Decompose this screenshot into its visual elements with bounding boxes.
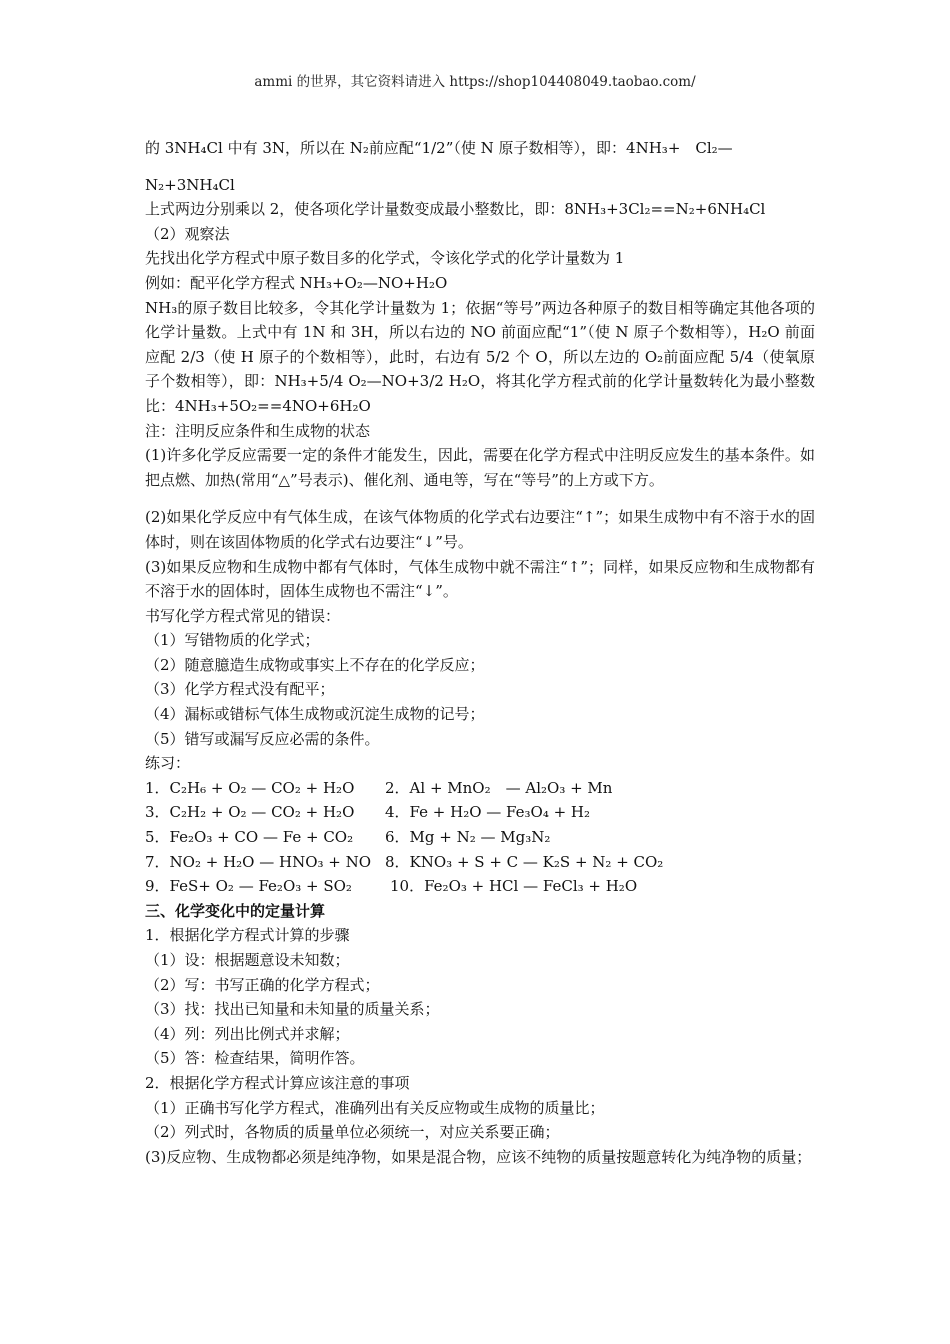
- subsection-heading: 1．根据化学方程式计算的步骤: [145, 926, 350, 945]
- exercise-item: 1．C₂H₆ + O₂ — CO₂ + H₂O: [145, 778, 355, 797]
- exercise-item: 6．Mg + N₂ — Mg₃N₂: [385, 828, 551, 847]
- explanation-paragraph: NH₃的原子数目比较多，令其化学计量数为 1；依据“等号”两边各种原子的数目相等确定其他各项的化学计量数。上式中有 1N 和 3H，所以右边的 NO 前面应配“1”（使 N 原子个数相等），H₂O 前面应配 2/3（使 H 原子的个数相等），此时，右边有 5/2 个 O，所以左边的 O₂前面应配 5/4（使氧原子个数相等），即：NH₃+5/4 O₂—NO+3/2 H₂O，将其化学方程式前的化学计量数转化为最小整数比：4NH₃+5O₂==4NO+6H₂O: [145, 298, 815, 415]
- step-item: （1）设：根据题意设未知数；: [145, 951, 350, 969]
- section-title: 三、化学变化中的定量计算: [145, 901, 326, 920]
- exercise-item: 7．NO₂ + H₂O — HNO₃ + NO: [145, 852, 372, 871]
- subsection-heading: 2．根据化学方程式计算应该注意的事项: [145, 1073, 410, 1092]
- exercise-item: 4．Fe + H₂O — Fe₃O₄ + H₂: [385, 803, 591, 822]
- step-item: （2）写：书写正确的化学方程式；: [145, 975, 380, 994]
- note-paragraph-1: (1)许多化学反应需要一定的条件才能发生，因此，需要在化学方程式中注明反应发生的基本条件。如把点燃、加热(常用“△”号表示)、催化剂、通电等，写在“等号”的上方或下方。: [145, 446, 815, 489]
- exercise-item: 9．FeS+ O₂ — Fe₂O₃ + SO₂: [145, 877, 352, 896]
- note-paragraph-2: (2)如果化学反应中有气体生成，在该气体物质的化学式右边要注“↑”；如果生成物中有不溶于水的固体时，则在该固体物质的化学式右边要注“↓”号。: [145, 508, 815, 551]
- exercise-item: 8．KNO₃ + S + C — K₂S + N₂ + CO₂: [385, 852, 664, 871]
- example-line: 例如：配平化学方程式 NH₃+O₂—NO+H₂O: [145, 273, 448, 292]
- text-line: 先找出化学方程式中原子数目多的化学式，令该化学式的化学计量数为 1: [145, 249, 625, 268]
- exercise-item: 2．Al + MnO₂ — Al₂O₃ + Mn: [385, 778, 613, 797]
- exercise-heading: 练习：: [145, 754, 191, 773]
- exercise-row: [145, 800, 815, 825]
- note-paragraph-3: (3)如果反应物和生成物中都有气体时，气体生成物中就不需注“↑”；同样，如果反应物和生成物都有不溶于水的固体时，固体生成物也不需注“↓”。: [145, 557, 815, 601]
- exercise-row: [145, 874, 815, 899]
- exercise-item: 10．Fe₂O₃ + HCl — FeCl₃ + H₂O: [390, 877, 638, 896]
- error-item: （1）写错物质的化学式；: [145, 631, 320, 650]
- errors-heading: 书写化学方程式常见的错误：: [145, 606, 341, 625]
- error-item: （4）漏标或错标气体生成物或沉淀生成物的记号；: [145, 705, 485, 724]
- note-heading: 注：注明反应条件和生成物的状态: [145, 421, 371, 440]
- notice-item: （1）正确书写化学方程式，准确列出有关反应物或生成物的质量比；: [145, 1098, 605, 1117]
- method-heading: （2）观察法: [145, 224, 230, 243]
- document-body: [145, 136, 815, 1169]
- page-header: ammi 的世界，其它资料请进入 https://shop104408049.taobao.com/: [254, 74, 696, 90]
- exercise-item: 3．C₂H₂ + O₂ — CO₂ + H₂O: [145, 803, 355, 822]
- exercise-row: [145, 825, 815, 850]
- error-item: （2）随意臆造生成物或事实上不存在的化学反应；: [145, 655, 485, 674]
- step-item: （4）列：列出比例式并求解；: [145, 1024, 350, 1043]
- error-item: （3）化学方程式没有配平；: [145, 680, 335, 699]
- error-item: （5）错写或漏写反应必需的条件。: [145, 729, 380, 748]
- notice-item: (3)反应物、生成物都必须是纯净物，如果是混合物，应该不纯物的质量按题意转化为纯净物的质量；: [145, 1147, 812, 1166]
- exercise-row: [145, 776, 815, 801]
- exercise-row: [145, 850, 815, 875]
- exercise-item: 5．Fe₂O₃ + CO — Fe + CO₂: [145, 828, 354, 847]
- notice-item: （2）列式时，各物质的质量单位必须统一，对应关系要正确；: [145, 1123, 560, 1142]
- step-item: （5）答：检查结果，简明作答。: [145, 1049, 365, 1068]
- text-line: 上式两边分别乘以 2，使各项化学计量数变成最小整数比，即：8NH₃+3Cl₂==N₂+6NH₄Cl: [145, 200, 766, 219]
- step-item: （3）找：找出已知量和未知量的质量关系；: [145, 1000, 440, 1019]
- text-line: 的 3NH₄Cl 中有 3N，所以在 N₂前应配“1/2”（使 N 原子数相等），即：4NH₃+ Cl₂—: [145, 139, 733, 157]
- text-line: N₂+3NH₄Cl: [145, 175, 235, 194]
